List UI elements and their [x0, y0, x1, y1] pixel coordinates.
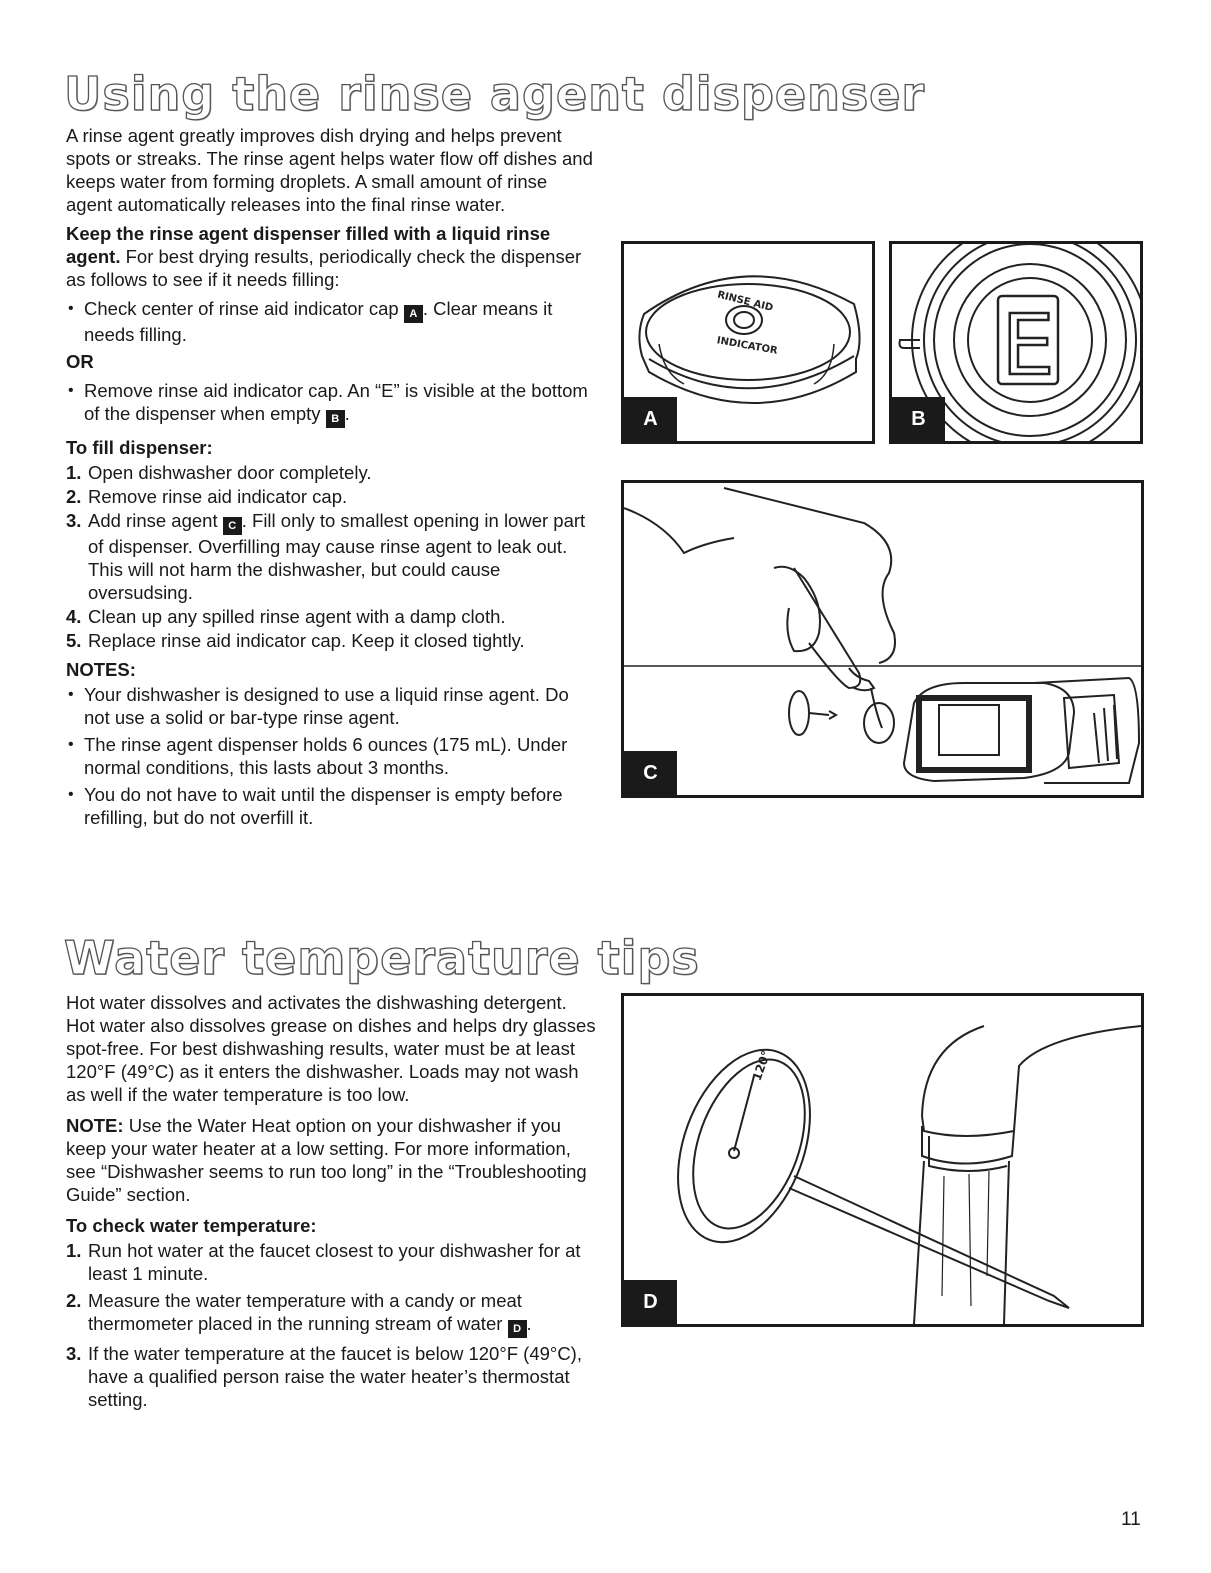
page-number: 11	[1121, 1509, 1141, 1530]
rinse-check-item-2	[66, 379, 596, 428]
thermometer-illustration	[624, 996, 1141, 1324]
step-number: 2.	[66, 1290, 82, 1311]
figure-label-a: A	[624, 397, 677, 441]
rinse-intro: A rinse agent greatly improves dish drying and helps prevent spots or streaks. The rinse agent helps water flow off dishes and keeps water from forming droplets. A small amount of rinse agent automatically releases into the final rinse water.	[66, 125, 593, 215]
check-step	[66, 1289, 596, 1338]
water-text-column	[66, 991, 596, 1417]
badge-b: B	[326, 410, 345, 428]
figure-a-rinse-cap	[621, 241, 875, 444]
water-note	[66, 1114, 596, 1206]
check-step	[66, 1239, 596, 1285]
notes-heading: NOTES:	[66, 659, 136, 680]
e-letter: E	[1001, 296, 1055, 394]
figure-d-thermometer	[621, 993, 1144, 1327]
figure-label-d: D	[624, 1280, 677, 1324]
badge-c: C	[223, 517, 242, 535]
rinse-check-item-1	[66, 297, 596, 346]
rinse-keep-bold: Keep the rinse agent dispenser filled with a liquid rinse agent.	[66, 223, 551, 267]
step-text-post: .	[526, 1313, 532, 1334]
step-text: Replace rinse aid indicator cap. Keep it closed tightly.	[88, 630, 525, 651]
note-item: • The rinse agent dispenser holds 6 ounces (175 mL). Under normal conditions, this lasts about 3 months.	[66, 733, 596, 779]
step-text: Add rinse agent	[88, 510, 223, 531]
rinse-check-list	[66, 297, 596, 346]
figure-label-b: B	[892, 397, 945, 441]
fill-dispenser-illustration	[624, 483, 1141, 795]
rinse-check1-post: . Clear means it needs filling.	[84, 298, 553, 345]
dial-text: 120°	[749, 1048, 774, 1083]
fill-step	[66, 605, 596, 628]
rinse-or-label: OR	[66, 351, 94, 372]
step-text: Remove rinse aid indicator cap.	[88, 486, 348, 507]
fill-step	[66, 629, 596, 652]
figure-c-fill-dispenser	[621, 480, 1144, 798]
step-number: 5.	[66, 630, 82, 651]
rinse-check-list-2	[66, 379, 596, 428]
step-number: 1.	[66, 462, 82, 483]
cap-text-top: RINSE AID	[716, 289, 775, 314]
fill-step	[66, 485, 596, 508]
section-title-water: Water temperature tips	[64, 931, 700, 985]
step-text: Run hot water at the faucet closest to your dishwasher for at least 1 minute.	[88, 1240, 581, 1284]
figure-label-c: C	[624, 751, 677, 795]
badge-a: A	[404, 305, 423, 323]
fill-steps	[66, 461, 596, 652]
section-title-rinse: Using the rinse agent dispenser	[64, 67, 926, 121]
fill-heading: To fill dispenser:	[66, 437, 213, 458]
note-item: • You do not have to wait until the dispenser is empty before refilling, but do not overfill it.	[66, 783, 596, 829]
cap-text-bottom: INDICATOR	[715, 335, 779, 357]
badge-d: D	[508, 1320, 527, 1338]
rinse-check1-text: Check center of rinse aid indicator cap	[84, 298, 404, 319]
water-intro: Hot water dissolves and activates the dishwashing detergent. Hot water also dissolves grease on dishes and helps dry glasses spot-free. For best dishwashing results, water must be at least 120°F (49°C) as it enters the dishwasher. Loads may not wash as well if the water temperature is too low.	[66, 992, 596, 1105]
fill-step	[66, 461, 596, 484]
check-step	[66, 1342, 596, 1411]
rinse-keep-rest: For best drying results, periodically check the dispenser as follows to see if it needs filling:	[66, 246, 582, 290]
check-heading: To check water temperature:	[66, 1215, 317, 1236]
check-steps	[66, 1239, 596, 1411]
step-text: Clean up any spilled rinse agent with a damp cloth.	[88, 606, 506, 627]
step-text-post: . Fill only to smallest opening in lower part of dispenser. Overfilling may cause rinse agent to leak out. This will not harm the dishwasher, but could cause oversudsing.	[88, 510, 586, 603]
step-number: 3.	[66, 1343, 82, 1364]
step-text: Open dishwasher door completely.	[88, 462, 372, 483]
rinse-check2-post: .	[344, 403, 350, 424]
rinse-text-column	[66, 124, 596, 835]
step-text: If the water temperature at the faucet is below 120°F (49°C), have a qualified person raise the water heater’s thermostat setting.	[88, 1343, 582, 1410]
fill-step	[66, 509, 596, 604]
notes-list	[66, 683, 596, 829]
rinse-check2-text: Remove rinse aid indicator cap. An “E” is visible at the bottom of the dispenser when empty	[84, 380, 588, 424]
water-note-label: NOTE:	[66, 1115, 124, 1136]
step-number: 4.	[66, 606, 82, 627]
step-number: 2.	[66, 486, 82, 507]
water-note-text: Use the Water Heat option on your dishwasher if you keep your water heater at a low setting. For more information, see “Dishwasher seems to run too long” in the “Troubleshooting Guide” section.	[66, 1115, 587, 1205]
note-item: • Your dishwasher is designed to use a liquid rinse agent. Do not use a solid or bar-type rinse agent.	[66, 683, 596, 729]
step-number: 1.	[66, 1240, 82, 1261]
step-number: 3.	[66, 510, 82, 531]
rinse-keep-filled	[66, 222, 596, 291]
step-text: Measure the water temperature with a candy or meat thermometer placed in the running stream of water	[88, 1290, 522, 1334]
figure-b-empty-indicator	[889, 241, 1143, 444]
